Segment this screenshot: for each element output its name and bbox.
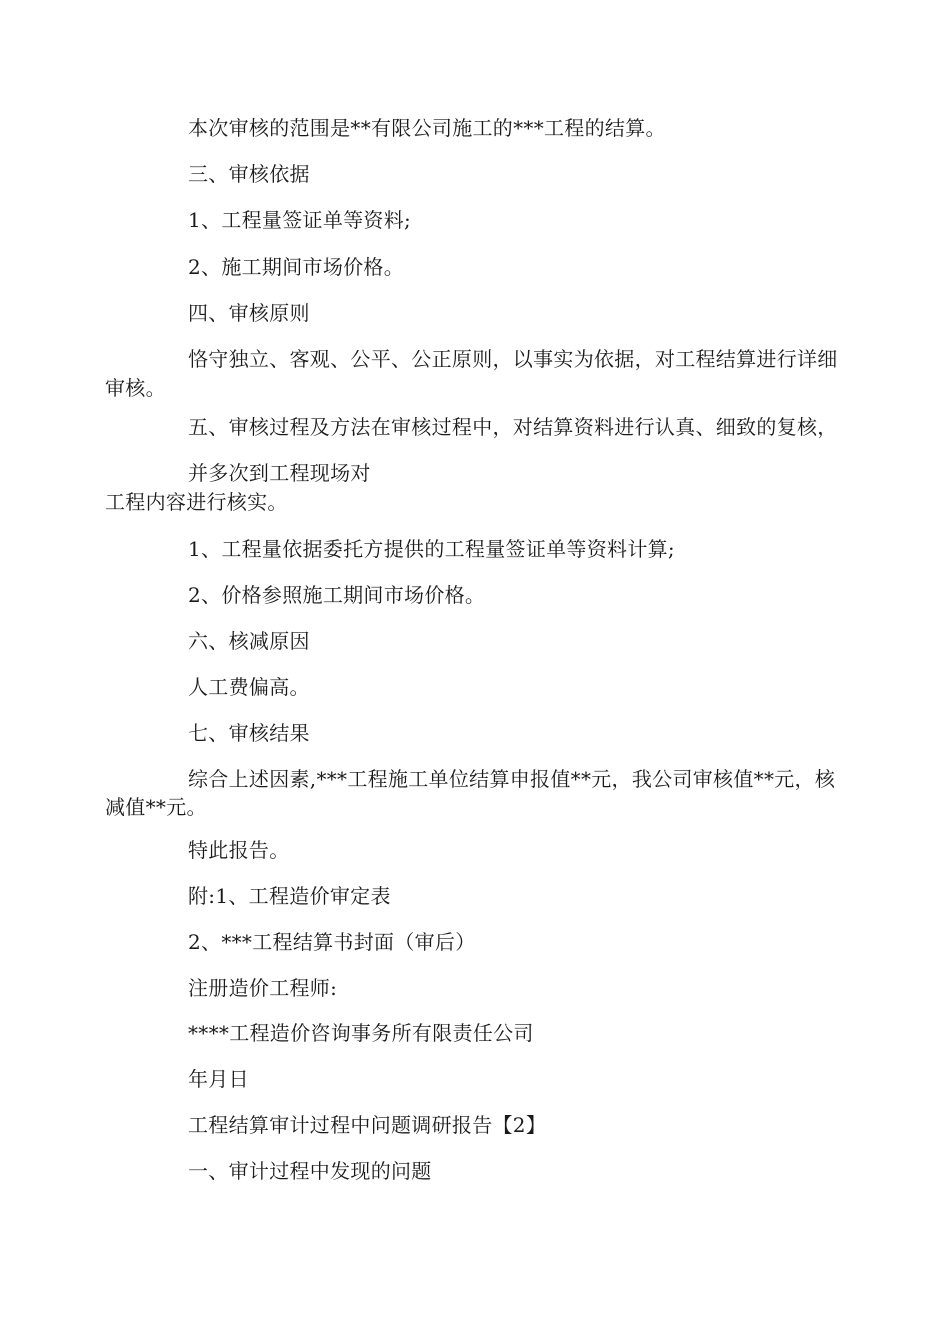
text-line: 并多次到工程现场对 (188, 461, 371, 485)
text-line: 人工费偏高。 (188, 675, 310, 699)
text-line: 1、工程量签证单等资料; (188, 208, 412, 232)
text-line: 2、***工程结算书封面（审后） (188, 930, 476, 954)
text-line: 2、施工期间市场价格。 (188, 255, 405, 279)
section-heading: 四、审核原则 (188, 301, 310, 325)
text-line: 注册造价工程师: (188, 976, 338, 1000)
section-heading: 一、审计过程中发现的问题 (188, 1159, 432, 1183)
section-heading: 七、审核结果 (188, 721, 310, 745)
text-line: 综合上述因素,***工程施工单位结算申报值**元，我公司审核值**元，核 (188, 767, 836, 791)
text-line: 2、价格参照施工期间市场价格。 (188, 583, 486, 607)
text-line: 审核。 (105, 376, 166, 400)
text-line: 1、工程量依据委托方提供的工程量签证单等资料计算; (188, 537, 675, 561)
text-line: 特此报告。 (188, 838, 290, 862)
section-heading: 六、核减原因 (188, 629, 310, 653)
text-line: ****工程造价咨询事务所有限责任公司 (188, 1021, 534, 1045)
text-line: 附:1、工程造价审定表 (188, 884, 391, 908)
text-line: 减值**元。 (105, 795, 207, 819)
text-line: 本次审核的范围是**有限公司施工的***工程的结算。 (188, 116, 666, 140)
section-heading: 三、审核依据 (188, 162, 310, 186)
report-title: 工程结算审计过程中问题调研报告【2】 (188, 1113, 547, 1137)
text-line: 恪守独立、客观、公平、公正原则，以事实为依据，对工程结算进行详细 (188, 347, 838, 371)
text-line: 五、审核过程及方法在审核过程中，对结算资料进行认真、细致的复核， (188, 415, 838, 439)
text-line: 年月日 (188, 1067, 249, 1091)
text-line: 工程内容进行核实。 (105, 490, 288, 514)
